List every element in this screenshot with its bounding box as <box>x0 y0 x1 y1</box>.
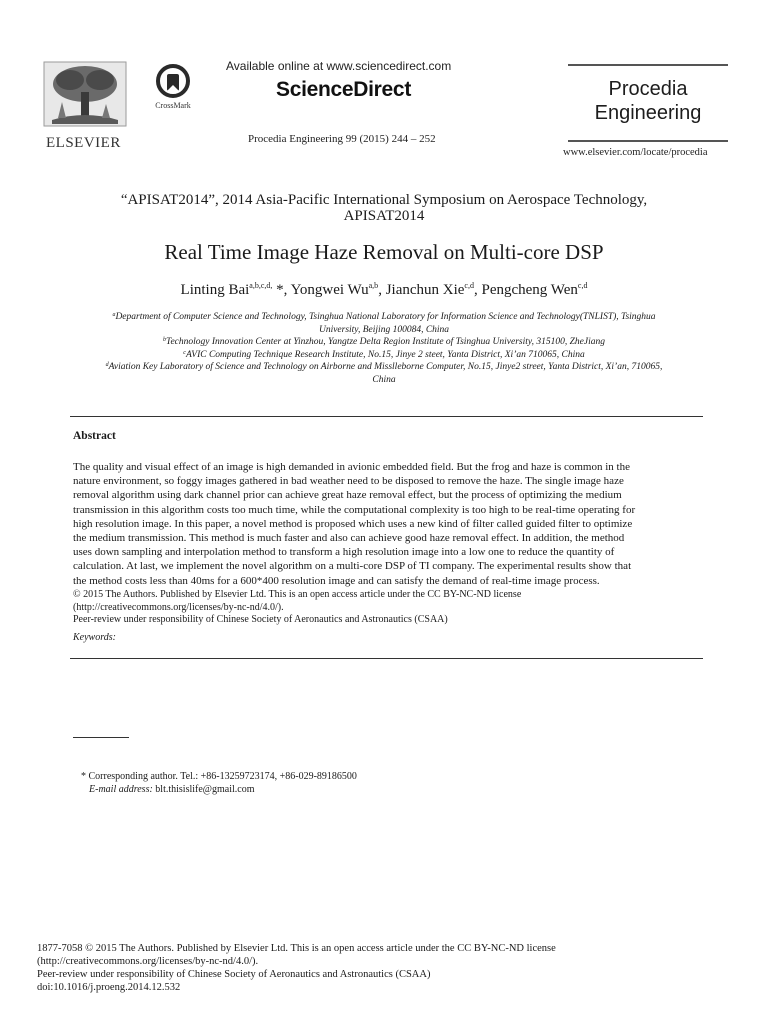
affiliation-item-continued: University, Beijing 100084, China <box>318 324 450 335</box>
author-affiliation-marks: a,b,c,d, <box>249 281 273 290</box>
affiliation-item <box>40 349 728 362</box>
abstract-line: The quality and visual effect of an image is high demanded in avionic embedded field. But the frog and haze is common in the <box>73 461 630 473</box>
author-list <box>0 282 768 299</box>
affiliation-item <box>40 311 728 324</box>
affiliation-item-continued: China <box>372 374 396 385</box>
keywords-label: Keywords: <box>73 632 116 643</box>
affiliation-text: Department of Computer Science and Technology, Tsinghua National Laboratory for Information Science and Technology(TNLIST), Tsinghua <box>115 312 656 322</box>
paper-title: Real Time Image Haze Removal on Multi-core DSP <box>164 240 604 264</box>
author-separator: *, <box>272 282 291 298</box>
affiliation-text: Technology Innovation Center at Yinzhou, Yangtze Delta Region Institute of Tsinghua University, 315100, ZheJiang <box>166 337 605 347</box>
abstract-line: uses down sampling and interpolation method to transform a high resolution image into a low one to reduce the quantity of <box>73 546 615 559</box>
affiliations <box>40 311 728 386</box>
author-affiliation-marks: c,d <box>577 281 588 290</box>
conference-line-1: “APISAT2014”, 2014 Asia-Pacific International Symposium on Aerospace Technology, <box>120 192 648 208</box>
journal-name-line2: Engineering <box>594 102 702 124</box>
footer-copyright: 1877-7058 © 2015 The Authors. Published by Elsevier Ltd. This is an open access article under the CC BY-NC-ND license <box>37 943 556 954</box>
abstract-line: the method costs less than 40ms for a 600*400 resolution image and can satisfy the demand of real-time image process. <box>73 574 600 587</box>
author-separator: , <box>473 282 482 298</box>
journal-box <box>568 64 728 144</box>
crossmark-label: CrossMark <box>155 101 191 110</box>
conference-line-2: APISAT2014 <box>343 208 425 224</box>
sciencedirect-logo: ScienceDirect <box>276 78 412 101</box>
author-name: Jianchun Xie <box>385 282 465 298</box>
available-online-text: Available online at www.sciencedirect.com <box>226 59 452 73</box>
journal-citation: Procedia Engineering 99 (2015) 244 – 252 <box>248 133 436 145</box>
footer-license-link[interactable]: (http://creativecommons.org/licenses/by-nc-nd/4.0/). <box>37 956 259 967</box>
footnote-rule <box>73 737 129 738</box>
affiliation-mark: b <box>163 337 167 343</box>
email-footnote <box>89 784 255 795</box>
abstract-body <box>73 460 703 588</box>
publisher-label: ELSEVIER <box>46 135 121 151</box>
author-name: Pengcheng Wen <box>481 282 578 298</box>
author-separator: , <box>378 282 386 298</box>
footer-doi[interactable]: doi:10.1016/j.proeng.2014.12.532 <box>37 982 181 993</box>
affiliation-text: AVIC Computing Technique Research Institute, No.15, Jinye 2 steet, Yanta District, Xi’an 710065, China <box>185 349 585 360</box>
affiliation-item <box>40 336 728 349</box>
license-link[interactable]: (http://creativecommons.org/licenses/by-nc-nd/4.0/). <box>73 601 284 613</box>
email-address[interactable]: blt.thisislife@gmail.com <box>152 784 255 795</box>
elsevier-tree-icon <box>40 58 130 130</box>
journal-name-line1: Procedia <box>608 78 688 100</box>
abstract-line: nature environment, so foggy images gathered in bad weather need to be disposed to remove the haze. The single image haze <box>73 475 624 488</box>
author-name: Yongwei Wu <box>290 282 369 298</box>
author-affiliation-marks: c,d <box>464 281 474 290</box>
crossmark-icon <box>156 64 190 98</box>
journal-url[interactable]: www.elsevier.com/locate/procedia <box>563 147 708 158</box>
author-name: Linting Bai <box>180 282 250 298</box>
abstract-copyright <box>73 589 521 627</box>
abstract-heading: Abstract <box>73 430 116 442</box>
elsevier-logo <box>40 58 130 151</box>
page-footer <box>37 942 556 994</box>
journal-box-rule <box>568 140 728 142</box>
footer-peer-review: Peer-review under responsibility of Chinese Society of Aeronautics and Astronautics (CSAA) <box>37 969 431 980</box>
abstract-line: high resolution image. In this paper, a novel method is proposed which uses a new kind of filter called guided filter to optimize <box>73 517 633 530</box>
corresponding-author-footnote: * Corresponding author. Tel.: +86-13259723174, +86-029-89186500 <box>81 771 357 782</box>
email-label: E-mail address: <box>89 784 153 795</box>
abstract-line: transmission in this algorithm costs too much time, while the computational complexity is too high to be real-time operating for <box>73 503 636 516</box>
abstract-line: removal algorithm using dark channel prior can achieve great haze removal effect, but the process of optimizing the medium <box>73 489 622 502</box>
affiliation-mark: d <box>105 362 109 368</box>
abstract-line: the medium transmission. This method is much faster and also can achieve good haze removal effect. In addition, the method <box>73 532 625 545</box>
peer-review-line: Peer-review under responsibility of Chinese Society of Aeronautics and Astronautics (CSAA) <box>73 614 448 625</box>
affiliation-mark: c <box>183 349 186 356</box>
abstract-line: calculation. At last, we implement the novel algorithm on a multi-core DSP of TI company. The experimental results show that <box>73 560 632 573</box>
affiliation-item <box>40 361 728 374</box>
abstract-bottom-rule <box>70 658 703 659</box>
affiliation-text: Aviation Key Laboratory of Science and Technology on Airborne and Misslleborne Computer, No.15, Jinye2 street, Yanta District, Xi’an, 710065, <box>108 362 663 372</box>
crossmark-badge[interactable] <box>148 64 198 110</box>
affiliation-mark: a <box>112 312 116 318</box>
author-affiliation-marks: a,b <box>368 281 379 290</box>
copyright-line: © 2015 The Authors. Published by Elsevier Ltd. This is an open access article under the CC BY-NC-ND license <box>73 589 522 600</box>
abstract-top-rule <box>70 416 703 417</box>
